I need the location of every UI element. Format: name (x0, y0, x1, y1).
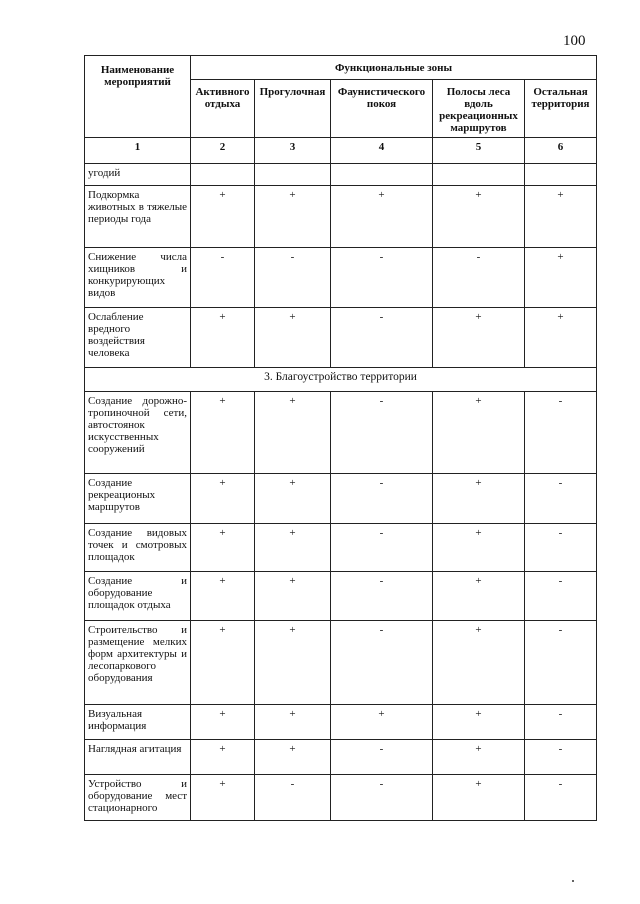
zone-mark: + (191, 524, 255, 572)
zone-mark: + (525, 186, 597, 248)
measure-name: Создание видовых точек и смотровых площадок (85, 524, 191, 572)
zone-mark: + (255, 308, 331, 368)
zone-mark: - (525, 572, 597, 621)
zone-mark: - (525, 740, 597, 775)
zone-mark: - (331, 775, 433, 821)
column-number: 6 (525, 138, 597, 164)
zone-mark: + (191, 621, 255, 705)
zone-mark: - (191, 248, 255, 308)
zone-mark: + (433, 621, 525, 705)
zone-mark (191, 164, 255, 186)
zone-mark: - (331, 248, 433, 308)
table-row (85, 705, 597, 740)
zone-mark: - (525, 705, 597, 740)
zone-header: Активного отдыха (191, 80, 255, 138)
zone-mark: - (525, 392, 597, 474)
column-number: 2 (191, 138, 255, 164)
column-number-row (85, 138, 597, 164)
zone-mark: - (255, 248, 331, 308)
column-number: 3 (255, 138, 331, 164)
zone-mark: + (191, 308, 255, 368)
table-row (85, 572, 597, 621)
table-row (85, 308, 597, 368)
zone-mark: + (191, 392, 255, 474)
measure-name: Визуальная информация (85, 705, 191, 740)
measure-name: Строительство и размещение мелких форм архитектуры и лесопаркового оборудования (85, 621, 191, 705)
zone-mark: + (255, 474, 331, 524)
zone-mark: - (331, 392, 433, 474)
table-row (85, 740, 597, 775)
zone-mark (255, 164, 331, 186)
zone-mark: + (331, 186, 433, 248)
table-row (85, 775, 597, 821)
zone-header: Прогулочная (255, 80, 331, 138)
zone-mark: + (433, 186, 525, 248)
zone-mark: + (525, 248, 597, 308)
measure-name: Снижение числа хищников и конкурирующих видов (85, 248, 191, 308)
measure-name: Создание рекреационых маршрутов (85, 474, 191, 524)
zone-mark: - (331, 524, 433, 572)
measure-name: Создание и оборудование площадок отдыха (85, 572, 191, 621)
table-row (85, 164, 597, 186)
functional-zones-table (84, 55, 597, 821)
zone-mark: + (255, 705, 331, 740)
zone-mark: + (433, 524, 525, 572)
zone-mark: + (191, 705, 255, 740)
column-number: 5 (433, 138, 525, 164)
table-row (85, 392, 597, 474)
zone-header: Остальная территория (525, 80, 597, 138)
zone-mark: + (191, 740, 255, 775)
zone-mark: + (255, 621, 331, 705)
zone-mark: - (525, 474, 597, 524)
zone-mark: + (191, 186, 255, 248)
zone-mark: - (255, 775, 331, 821)
zone-mark: + (433, 740, 525, 775)
name-column-header: Наименование мероприятий (85, 56, 191, 138)
zone-mark (525, 164, 597, 186)
zone-mark: + (255, 392, 331, 474)
zone-mark: + (433, 308, 525, 368)
zone-header: Фаунистического покоя (331, 80, 433, 138)
section-title: 3. Благоустройство территории (85, 368, 597, 392)
zone-mark: - (331, 308, 433, 368)
header-row-top (85, 56, 597, 80)
table-row (85, 474, 597, 524)
zone-mark: + (255, 186, 331, 248)
zone-mark: + (433, 705, 525, 740)
measure-name: Создание дорожно-тропиночной сети, автостоянок искусственных сооружений (85, 392, 191, 474)
zone-mark (331, 164, 433, 186)
zones-title: Функциональные зоны (191, 56, 597, 80)
zone-mark: + (255, 740, 331, 775)
zone-mark (433, 164, 525, 186)
zone-mark: + (433, 572, 525, 621)
zone-mark: + (255, 524, 331, 572)
zone-mark: + (191, 474, 255, 524)
zone-mark: + (433, 474, 525, 524)
page-number: 100 (563, 33, 586, 49)
section-row (85, 368, 597, 392)
zone-mark: + (191, 775, 255, 821)
measure-name: Устройство и оборудование мест стационарного (85, 775, 191, 821)
table-row (85, 524, 597, 572)
measure-name: Подкормка животных в тяжелые периоды года (85, 186, 191, 248)
zone-mark: - (331, 572, 433, 621)
measure-name: Ослабление вредного воздействия человека (85, 308, 191, 368)
zone-mark: - (525, 621, 597, 705)
zone-mark: + (433, 775, 525, 821)
zone-mark: + (255, 572, 331, 621)
zone-mark: + (191, 572, 255, 621)
zone-mark: + (433, 392, 525, 474)
zone-mark: + (331, 705, 433, 740)
zone-mark: - (331, 621, 433, 705)
zone-mark: - (525, 524, 597, 572)
table-row (85, 248, 597, 308)
table-row (85, 621, 597, 705)
scan-speck (572, 880, 574, 882)
zone-mark: - (433, 248, 525, 308)
measure-name: Наглядная агитация (85, 740, 191, 775)
zone-mark: - (331, 474, 433, 524)
column-number: 4 (331, 138, 433, 164)
zone-mark: + (525, 308, 597, 368)
measure-name: угодий (85, 164, 191, 186)
zone-mark: - (331, 740, 433, 775)
zone-mark: - (525, 775, 597, 821)
column-number: 1 (85, 138, 191, 164)
table-row (85, 186, 597, 248)
zone-header: Полосы леса вдоль рекреационных маршрутов (433, 80, 525, 138)
